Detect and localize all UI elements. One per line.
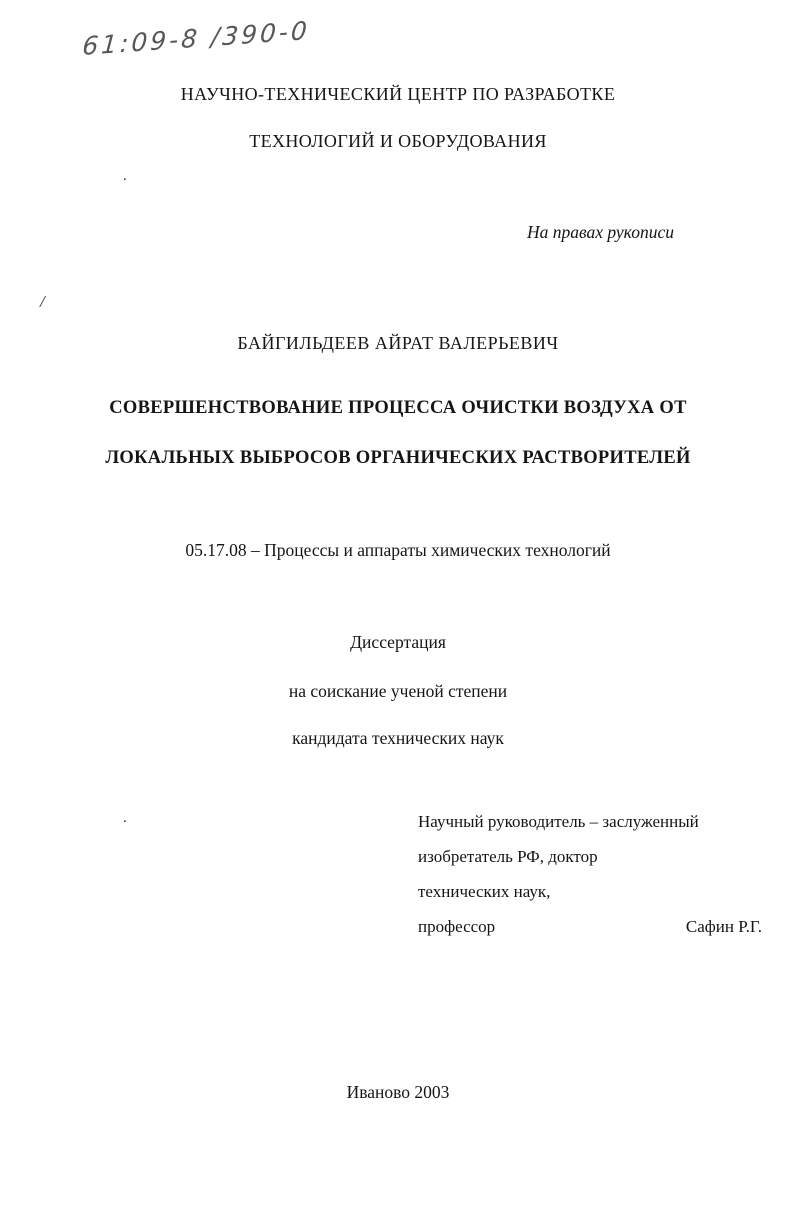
scan-artifact-dot: .: [123, 810, 127, 826]
supervisor-line1: Научный руководитель – заслуженный: [418, 812, 699, 831]
specialty-code-line: 05.17.08 – Процессы и аппараты химических технологий: [185, 540, 611, 560]
thesis-type-label: Диссертация: [350, 632, 446, 652]
institution-name-line2: ТЕХНОЛОГИЙ И ОБОРУДОВАНИЯ: [249, 131, 547, 151]
scan-artifact-slash: /: [40, 292, 45, 311]
supervisor-title: профессор: [418, 917, 496, 936]
dissertation-title-line1: СОВЕРШЕНСТВОВАНИЕ ПРОЦЕССА ОЧИСТКИ ВОЗДУХА ОТ: [109, 398, 687, 418]
manuscript-rights-note: На правах рукописи: [527, 222, 674, 242]
supervisor-block: [418, 804, 762, 944]
supervisor-line3: технических наук,: [418, 882, 551, 901]
degree-name-line: кандидата технических наук: [292, 728, 504, 748]
author-name: БАЙГИЛЬДЕЕВ АЙРАТ ВАЛЕРЬЕВИЧ: [237, 333, 559, 353]
city-and-year: Иваново 2003: [346, 1082, 450, 1102]
dissertation-title-line2: ЛОКАЛЬНЫХ ВЫБРОСОВ ОРГАНИЧЕСКИХ РАСТВОРИТЕЛЕЙ: [105, 448, 691, 468]
scan-artifact-dot: .: [123, 168, 127, 184]
supervisor-signature-line: [418, 909, 762, 944]
handwritten-catalog-number: 61:09-8 /390-0: [81, 15, 311, 61]
institution-name-line1: НАУЧНО-ТЕХНИЧЕСКИЙ ЦЕНТР ПО РАЗРАБОТКЕ: [180, 84, 616, 104]
degree-purpose-line: на соискание ученой степени: [288, 681, 508, 701]
supervisor-line2: изобретатель РФ, доктор: [418, 847, 598, 866]
supervisor-name: Сафин Р.Г.: [685, 917, 762, 936]
